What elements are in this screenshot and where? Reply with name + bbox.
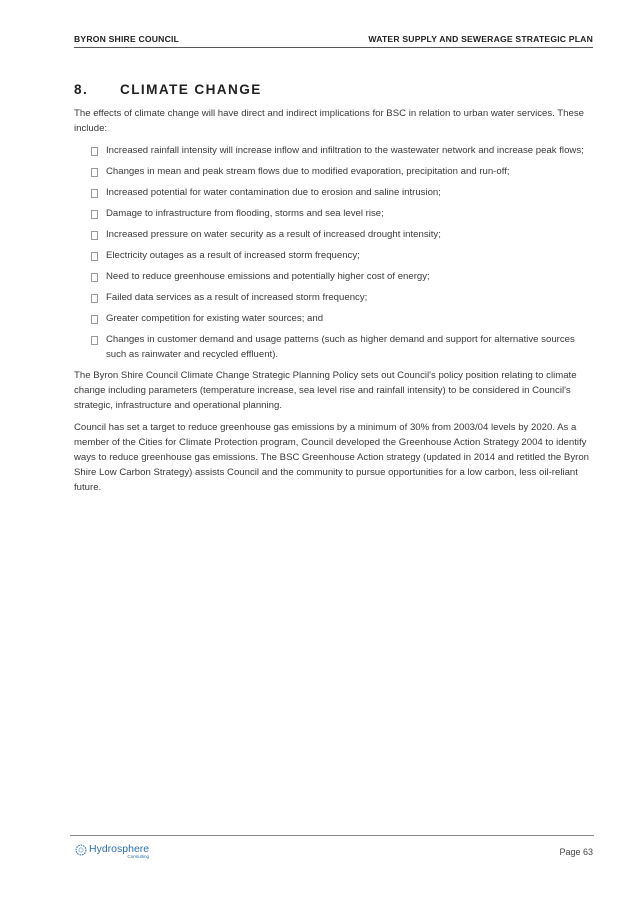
list-item: Changes in mean and peak stream flows due to modified evaporation, precipitation and run-off; [74, 164, 593, 179]
bullet-icon [91, 252, 98, 261]
bullet-icon [91, 210, 98, 219]
list-item: Damage to infrastructure from flooding, storms and sea level rise; [74, 206, 593, 221]
list-item: Increased pressure on water security as a result of increased drought intensity; [74, 227, 593, 242]
header-document-title: WATER SUPPLY AND SEWERAGE STRATEGIC PLAN [368, 34, 593, 44]
implications-list [74, 143, 593, 362]
bullet-icon [91, 189, 98, 198]
water-ring-icon [74, 843, 88, 857]
hydrosphere-logo [74, 843, 149, 859]
section-title: CLIMATE CHANGE [120, 82, 262, 97]
bullet-icon [91, 315, 98, 324]
list-item: Greater competition for existing water sources; and [74, 311, 593, 326]
footer-divider [70, 835, 594, 836]
bullet-icon [91, 336, 98, 345]
bullet-icon [91, 273, 98, 282]
list-item: Increased rainfall intensity will increase inflow and infiltration to the wastewater network and increase peak flows; [74, 143, 593, 158]
bullet-icon [91, 168, 98, 177]
bullet-icon [91, 231, 98, 240]
policy-paragraph: The Byron Shire Council Climate Change Strategic Planning Policy sets out Council's policy position relating to climate change including parameters (temperature increase, sea level rise and rainfall intensity) to be considered in Council's strategic, infrastructure and operational planning. [74, 370, 577, 411]
list-item: Failed data services as a result of increased storm frequency; [74, 290, 593, 305]
list-item: Increased potential for water contamination due to erosion and saline intrusion; [74, 185, 593, 200]
list-item: Changes in customer demand and usage patterns (such as higher demand and support for alternative sources such as rainwater and recycled effluent). [74, 332, 593, 362]
section-number: 8. [74, 82, 89, 97]
list-item: Need to reduce greenhouse emissions and potentially higher cost of energy; [74, 269, 593, 284]
bullet-icon [91, 294, 98, 303]
target-paragraph: Council has set a target to reduce greenhouse gas emissions by a minimum of 30% from 2003/04 levels by 2020. As a member of the Cities for Climate Protection program, Council developed the Greenhouse Action Strategy 2004 to identify ways to reduce greenhouse gas emissions. The BSC Greenhouse Action strategy (updated in 2014 and retitled the Byron Shire Low Carbon Strategy) assists Council and the community to pursue opportunities for a low carbon, less oil-reliant future. [74, 422, 589, 493]
intro-paragraph: The effects of climate change will have direct and indirect implications for BSC in relation to urban water services. These include: [74, 108, 584, 134]
page-footer [74, 843, 593, 859]
page-number: Page 63 [559, 847, 593, 857]
page-header [74, 34, 593, 48]
logo-name: Hydrosphere [89, 843, 150, 855]
logo-subtitle: Consulting [127, 854, 150, 859]
bullet-icon [91, 147, 98, 156]
section-heading [74, 82, 593, 97]
header-organisation: BYRON SHIRE COUNCIL [74, 34, 180, 44]
main-content [74, 82, 593, 502]
list-item: Electricity outages as a result of increased storm frequency; [74, 248, 593, 263]
